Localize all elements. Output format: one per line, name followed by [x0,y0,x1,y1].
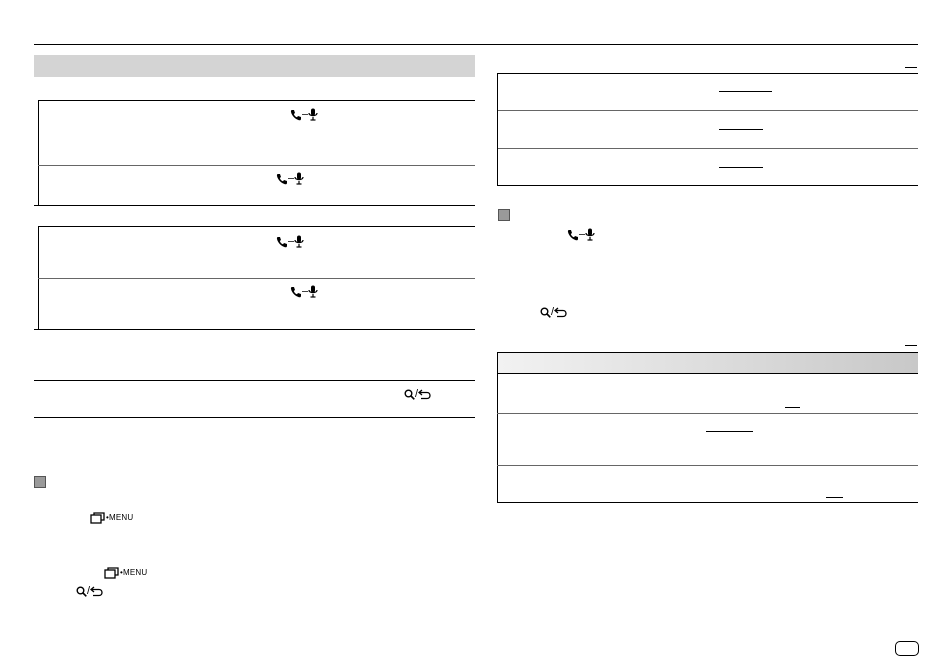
phone-mic-callout [276,235,304,248]
page-marker-icon [895,641,919,656]
back-arrow-icon [418,389,431,400]
callout-dash: – [288,235,295,248]
phone-icon [567,229,579,241]
table2-bottom-rule [34,329,475,330]
page-ref-dash [905,67,917,68]
search-icon [404,389,415,400]
rtable1-divider-2 [497,148,918,149]
back-arrow-icon [90,586,103,597]
search-back-callout: / [404,388,431,400]
rtable2-header-bar [497,352,918,374]
microphone-icon [294,172,304,185]
callout-dash: – [288,172,295,185]
search-icon [76,586,87,597]
menu-dot: • [106,513,110,523]
page-ref-dash [905,345,917,346]
setting-underline [719,91,772,92]
table3-top-rule [34,380,475,381]
phone-mic-callout [290,108,318,121]
section-marker-icon [498,209,510,221]
phone-mic-callout [290,285,318,298]
menu-label: MENU [123,568,148,578]
table2-row-divider [38,278,475,279]
rtable2-divider-1 [497,413,918,414]
microphone-icon [294,235,304,248]
table1-top-rule [38,100,475,101]
phone-icon [290,109,302,121]
microphone-icon [308,108,318,121]
microphone-icon [585,228,595,241]
back-arrow-icon [554,307,567,318]
menu-dot: • [120,568,124,578]
setting-underline [719,167,763,168]
rtable1-divider-1 [497,110,918,111]
search-back-callout: / [540,306,567,318]
menu-label: MENU [109,513,134,523]
table2-top-rule [38,226,475,227]
phone-mic-callout [567,228,595,241]
table3-bottom-rule [34,417,475,418]
top-rule [34,44,918,45]
menu-window-icon [104,567,120,579]
rtable1-bottom-rule [497,185,918,186]
rtable1-top-rule [497,73,918,74]
phone-icon [290,286,302,298]
rtable1-left-rule [497,73,498,185]
menu-button-callout [90,512,133,524]
phone-mic-callout [276,172,304,185]
setting-underline [719,129,763,130]
search-icon [540,307,551,318]
callout-dash: – [302,108,309,121]
menu-window-icon [90,512,106,524]
phone-icon [276,173,288,185]
callout-dash: – [302,285,309,298]
microphone-icon [308,285,318,298]
rtable2-left-rule [497,352,498,502]
menu-button-callout [104,567,147,579]
left-section-header-bar [34,55,475,77]
table1-bottom-rule [34,205,475,206]
table1-row-divider [38,165,475,166]
setting-underline [706,431,753,432]
rtable2-divider-2 [497,465,918,466]
callout-dash: – [579,228,586,241]
table1-left-rule [38,100,39,206]
phone-icon [276,236,288,248]
section-marker-icon [34,476,46,488]
setting-underline [826,497,843,498]
search-back-callout: / [76,585,103,597]
rtable2-bottom-rule [497,502,918,503]
setting-underline [785,407,800,408]
